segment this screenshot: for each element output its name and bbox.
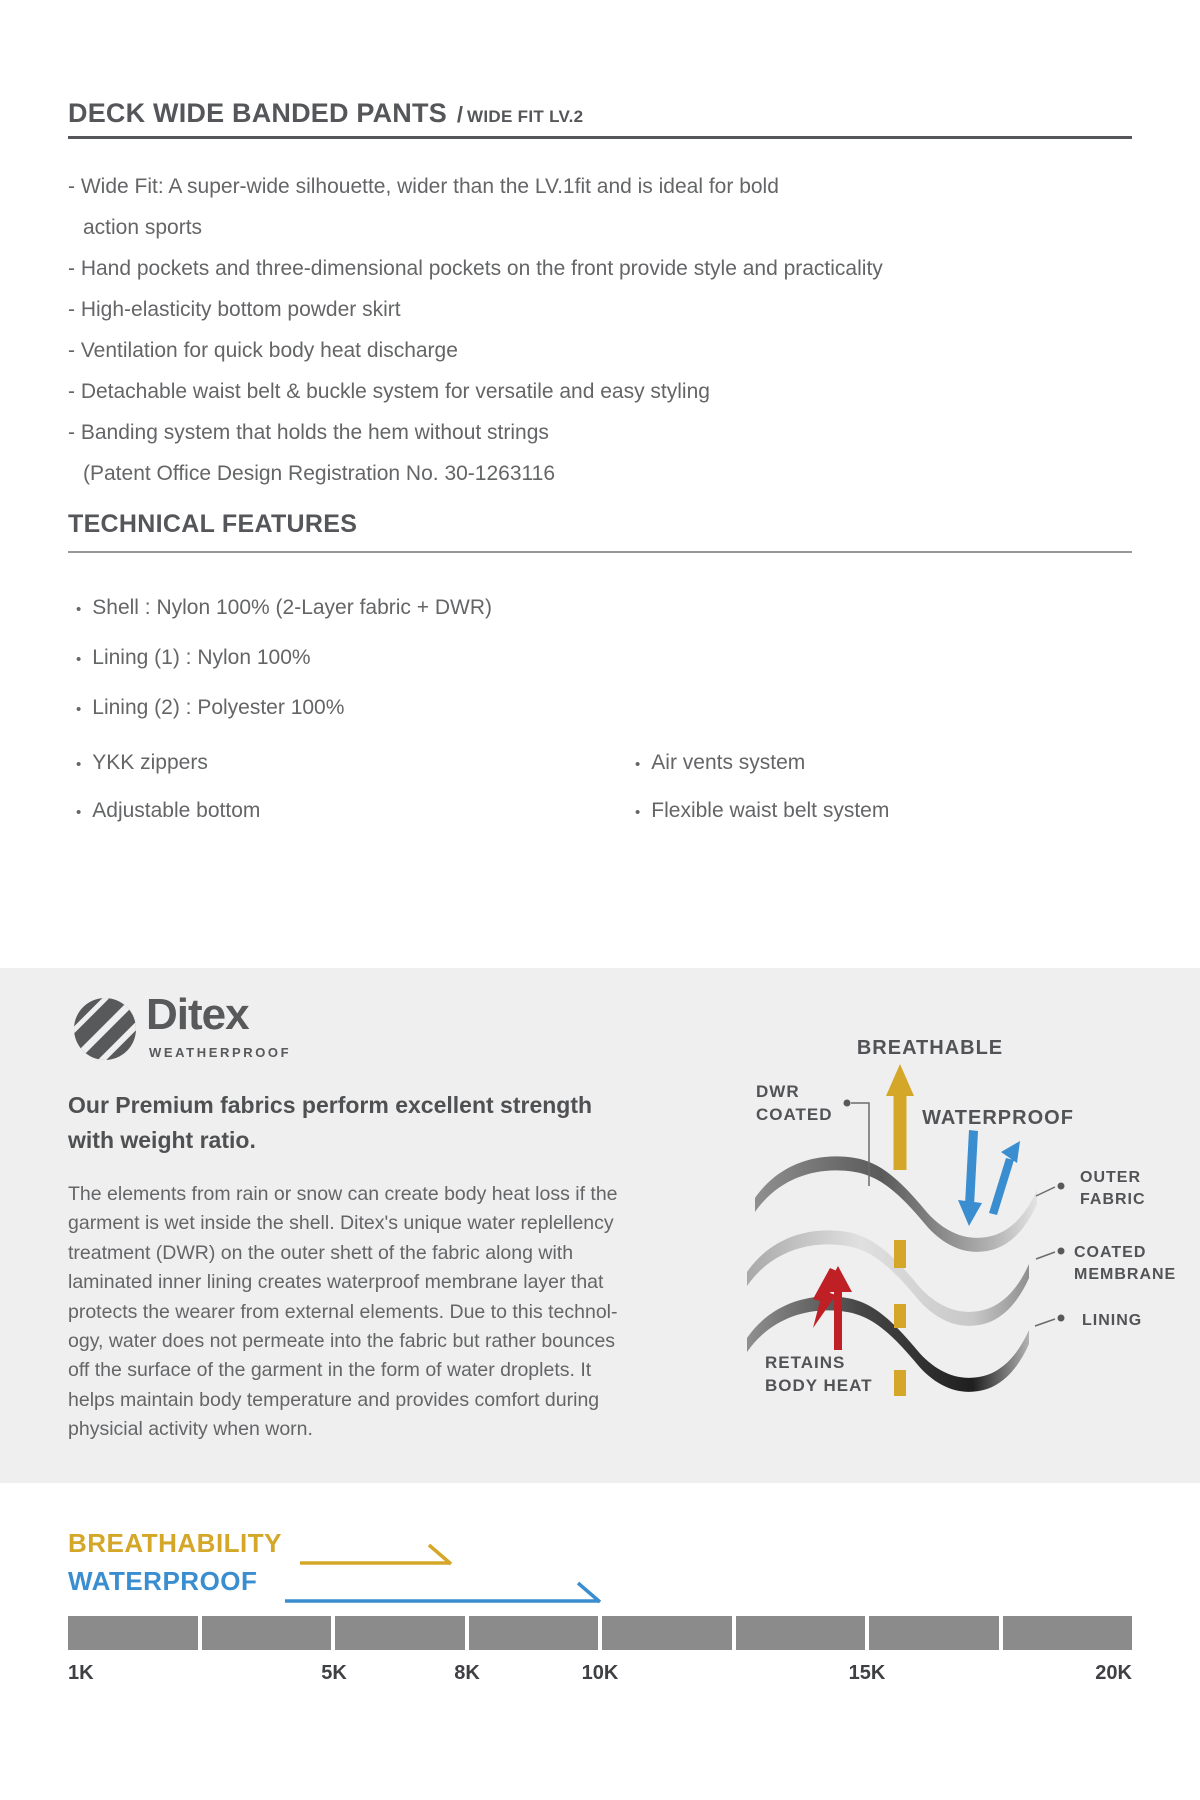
scale-bar-segment — [335, 1616, 465, 1650]
extras-column-left — [76, 740, 260, 836]
feature-line: - Ventilation for quick body heat discharge — [68, 339, 458, 362]
extra-text: YKK zippers — [92, 751, 208, 774]
scale-bar-segment — [469, 1616, 599, 1650]
bullet-icon: • — [76, 804, 82, 821]
product-subtitle: WIDE FIT LV.2 — [467, 107, 584, 126]
material-item — [76, 634, 492, 684]
outer-fabric-label: FABRIC — [1080, 1191, 1146, 1208]
paragraph-line: helps maintain body temperature and provides comfort during — [68, 1388, 600, 1411]
dwr-coated-label: COATED — [756, 1105, 833, 1124]
title-separator: / — [456, 102, 464, 127]
retains-body-heat-label: RETAINS — [765, 1353, 846, 1372]
paragraph-line: laminated inner lining creates waterproof membrane layer that — [68, 1271, 604, 1294]
feature-line: - Detachable waist belt & buckle system for versatile and easy styling — [68, 380, 710, 403]
rating-scale-bar — [68, 1616, 1132, 1650]
scale-tick: 1K — [68, 1662, 94, 1684]
waterproof-label: WATERPROOF — [68, 1566, 258, 1596]
scale-tick: 15K — [848, 1662, 886, 1684]
feature-line: (Patent Office Design Registration No. 30-1263116 — [83, 462, 555, 485]
scale-bar-segment — [1003, 1616, 1133, 1650]
breathable-label: BREATHABLE — [856, 1037, 1004, 1059]
scale-bar-segment — [869, 1616, 999, 1650]
material-text: Lining (2) : Polyester 100% — [92, 696, 345, 719]
bullet-icon: • — [76, 651, 82, 668]
scale-bar-segment — [736, 1616, 866, 1650]
brand-name: Ditex — [146, 990, 249, 1039]
feature-list — [68, 166, 883, 494]
bullet-icon: • — [635, 756, 641, 773]
extra-text: Air vents system — [651, 751, 806, 774]
feature-line: - High-elasticity bottom powder skirt — [68, 298, 401, 321]
product-title: DECK WIDE BANDED PANTS — [68, 98, 447, 128]
coated-membrane-label: MEMBRANE — [1074, 1266, 1177, 1283]
panel-paragraph — [68, 1180, 618, 1445]
extras-column-right — [635, 740, 889, 836]
page-title — [68, 98, 583, 129]
scale-bar-segment — [202, 1616, 332, 1650]
feature-line: - Hand pockets and three-dimensional pockets on the front provide style and practicality — [68, 257, 883, 280]
breathability-arrow-icon — [300, 1545, 451, 1564]
material-text: Lining (1) : Nylon 100% — [92, 646, 311, 669]
waterproof-arrow-line-icon — [285, 1583, 600, 1602]
outer-fabric-label: OUTER — [1080, 1169, 1141, 1186]
panel-headline — [68, 1088, 592, 1158]
title-underline — [68, 136, 1132, 139]
paragraph-line: garment is wet inside the shell. Ditex's unique water replellency — [68, 1212, 614, 1235]
technical-underline — [68, 551, 1132, 553]
retains-body-heat-label: BODY HEAT — [765, 1376, 873, 1395]
paragraph-line: The elements from rain or snow can create body heat loss if the — [68, 1183, 618, 1205]
waterproof-label: WATERPROOF — [922, 1107, 1074, 1129]
materials-list — [76, 584, 492, 734]
waterproof-arrow-icon — [958, 1130, 1020, 1226]
paragraph-line: physicial activity when worn. — [68, 1418, 313, 1441]
lining-label: LINING — [1082, 1312, 1143, 1329]
bullet-icon: • — [76, 701, 82, 718]
ditex-logo-icon — [74, 998, 136, 1060]
paragraph-line: off the surface of the garment in the form of water droplets. It — [68, 1359, 592, 1382]
scale-tick: 8K — [454, 1662, 480, 1684]
material-item — [76, 584, 492, 634]
scale-tick: 10K — [581, 1662, 619, 1684]
extra-item — [76, 740, 260, 788]
bullet-icon: • — [76, 756, 82, 773]
breathability-label: BREATHABILITY — [68, 1528, 283, 1558]
paragraph-line: treatment (DWR) on the outer shett of the fabric along with — [68, 1241, 574, 1264]
scale-bar-segment — [602, 1616, 732, 1650]
paragraph-line: protects the wearer from external elements. Due to this technol- — [68, 1300, 618, 1323]
feature-line: action sports — [83, 216, 203, 239]
material-item — [76, 684, 492, 734]
scale-bar-segment — [68, 1616, 198, 1650]
brand-tagline: WEATHERPROOF — [149, 1045, 292, 1060]
feature-line: - Banding system that holds the hem without strings — [68, 421, 549, 444]
extra-item — [635, 788, 889, 836]
headline-line: Our Premium fabrics perform excellent strength — [68, 1092, 593, 1118]
dwr-coated-label: DWR — [756, 1082, 800, 1101]
headline-line: with weight ratio. — [68, 1127, 256, 1153]
extra-item — [76, 788, 260, 836]
extra-text: Adjustable bottom — [92, 799, 261, 822]
ditex-logo — [74, 990, 374, 1078]
scale-tick: 5K — [321, 1662, 347, 1684]
paragraph-line: ogy, water does not permeate into the fabric but rather bounces — [68, 1330, 616, 1353]
bullet-icon: • — [76, 601, 82, 618]
bullet-icon: • — [635, 804, 641, 821]
extra-item — [635, 740, 889, 788]
performance-arrow-lines — [0, 1520, 1200, 1630]
feature-line: - Wide Fit: A super-wide silhouette, wider than the LV.1fit and is ideal for bold — [68, 175, 779, 198]
material-text: Shell : Nylon 100% (2-Layer fabric + DWR) — [92, 596, 492, 619]
fabric-technology-panel — [0, 968, 1200, 1483]
extra-text: Flexible waist belt system — [651, 799, 890, 822]
scale-tick: 20K — [1095, 1662, 1132, 1684]
technical-features-heading: TECHNICAL FEATURES — [68, 510, 358, 538]
fabric-layers-diagram — [730, 1000, 1190, 1475]
coated-membrane-label: COATED — [1074, 1244, 1147, 1261]
